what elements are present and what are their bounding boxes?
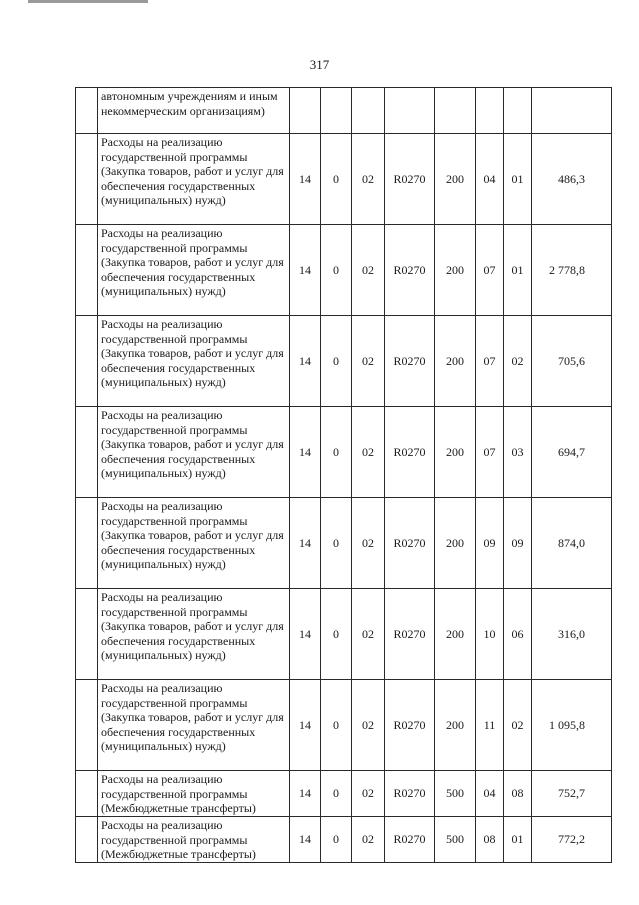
row-number-cell xyxy=(76,589,98,680)
code-cell: 08 xyxy=(476,817,504,863)
row-number-cell xyxy=(76,407,98,498)
description-cell: Расходы на реализацию государственной программы (Закупка товаров, работ и услуг для обеспечения государственных (муниципальных) нужд) xyxy=(98,589,290,680)
code-cell: 07 xyxy=(476,316,504,407)
code-cell: 04 xyxy=(476,134,504,225)
amount-cell: 1 095,8 xyxy=(532,680,612,771)
code-cell: 02 xyxy=(352,316,385,407)
code-cell: 07 xyxy=(476,407,504,498)
row-number-cell xyxy=(76,680,98,771)
page-number: 317 xyxy=(309,57,330,72)
code-cell xyxy=(352,88,385,134)
code-cell: 08 xyxy=(504,771,532,817)
code-cell: 02 xyxy=(352,680,385,771)
code-cell: 09 xyxy=(504,498,532,589)
code-cell: 03 xyxy=(504,407,532,498)
row-number-cell xyxy=(76,134,98,225)
row-number-cell xyxy=(76,771,98,817)
amount-cell: 752,7 xyxy=(532,771,612,817)
table-row xyxy=(76,680,612,771)
code-cell: 200 xyxy=(435,498,476,589)
code-cell: 0 xyxy=(321,680,352,771)
code-cell: 02 xyxy=(352,498,385,589)
amount-cell: 316,0 xyxy=(532,589,612,680)
description-cell: Расходы на реализацию государственной программы (Межбюджетные трансферты) xyxy=(98,817,290,863)
code-cell: 14 xyxy=(290,771,321,817)
code-cell: 11 xyxy=(476,680,504,771)
amount-cell xyxy=(532,88,612,134)
table-row xyxy=(76,498,612,589)
code-cell: 200 xyxy=(435,589,476,680)
code-cell: R0270 xyxy=(385,498,435,589)
budget-table xyxy=(75,87,612,863)
code-cell: R0270 xyxy=(385,680,435,771)
top-rule xyxy=(28,0,148,3)
description-cell: Расходы на реализацию государственной программы (Закупка товаров, работ и услуг для обеспечения государственных (муниципальных) нужд) xyxy=(98,134,290,225)
table-row xyxy=(76,316,612,407)
row-number-cell xyxy=(76,817,98,863)
code-cell: 09 xyxy=(476,498,504,589)
code-cell: 02 xyxy=(352,134,385,225)
amount-cell: 772,2 xyxy=(532,817,612,863)
table-row xyxy=(76,225,612,316)
description-cell: Расходы на реализацию государственной программы (Закупка товаров, работ и услуг для обеспечения государственных (муниципальных) нужд) xyxy=(98,680,290,771)
code-cell: 14 xyxy=(290,316,321,407)
row-number-cell xyxy=(76,88,98,134)
description-cell: Расходы на реализацию государственной программы (Межбюджетные трансферты) xyxy=(98,771,290,817)
description-cell: Расходы на реализацию государственной программы (Закупка товаров, работ и услуг для обеспечения государственных (муниципальных) нужд) xyxy=(98,407,290,498)
table-row xyxy=(76,88,612,134)
code-cell xyxy=(290,88,321,134)
code-cell: 0 xyxy=(321,134,352,225)
amount-cell: 874,0 xyxy=(532,498,612,589)
code-cell: 02 xyxy=(504,316,532,407)
code-cell: 14 xyxy=(290,589,321,680)
code-cell: 200 xyxy=(435,225,476,316)
code-cell: 0 xyxy=(321,407,352,498)
code-cell xyxy=(385,88,435,134)
description-cell: Расходы на реализацию государственной программы (Закупка товаров, работ и услуг для обеспечения государственных (муниципальных) нужд) xyxy=(98,316,290,407)
table-row xyxy=(76,771,612,817)
code-cell: 06 xyxy=(504,589,532,680)
code-cell: 0 xyxy=(321,498,352,589)
code-cell: 500 xyxy=(435,817,476,863)
code-cell: 02 xyxy=(352,589,385,680)
amount-cell: 486,3 xyxy=(532,134,612,225)
code-cell: R0270 xyxy=(385,134,435,225)
code-cell: R0270 xyxy=(385,407,435,498)
code-cell: 0 xyxy=(321,771,352,817)
code-cell: 02 xyxy=(352,407,385,498)
code-cell xyxy=(321,88,352,134)
code-cell: 02 xyxy=(352,817,385,863)
code-cell: 200 xyxy=(435,134,476,225)
description-cell: Расходы на реализацию государственной программы (Закупка товаров, работ и услуг для обеспечения государственных (муниципальных) нужд) xyxy=(98,225,290,316)
amount-cell: 694,7 xyxy=(532,407,612,498)
code-cell: 0 xyxy=(321,817,352,863)
code-cell: 200 xyxy=(435,407,476,498)
row-number-cell xyxy=(76,316,98,407)
code-cell: 0 xyxy=(321,316,352,407)
amount-cell: 705,6 xyxy=(532,316,612,407)
table-row xyxy=(76,407,612,498)
code-cell: 200 xyxy=(435,316,476,407)
code-cell: 14 xyxy=(290,134,321,225)
code-cell: 0 xyxy=(321,589,352,680)
code-cell: 07 xyxy=(476,225,504,316)
code-cell: 01 xyxy=(504,225,532,316)
row-number-cell xyxy=(76,225,98,316)
code-cell: 14 xyxy=(290,225,321,316)
code-cell: 200 xyxy=(435,680,476,771)
code-cell: 02 xyxy=(504,680,532,771)
description-cell: Расходы на реализацию государственной программы (Закупка товаров, работ и услуг для обеспечения государственных (муниципальных) нужд) xyxy=(98,498,290,589)
code-cell: 01 xyxy=(504,817,532,863)
code-cell: 02 xyxy=(352,771,385,817)
code-cell: R0270 xyxy=(385,225,435,316)
code-cell: R0270 xyxy=(385,316,435,407)
code-cell xyxy=(476,88,504,134)
code-cell: 02 xyxy=(352,225,385,316)
amount-cell: 2 778,8 xyxy=(532,225,612,316)
code-cell: R0270 xyxy=(385,817,435,863)
code-cell xyxy=(504,88,532,134)
code-cell: 14 xyxy=(290,498,321,589)
code-cell: 01 xyxy=(504,134,532,225)
code-cell: 10 xyxy=(476,589,504,680)
code-cell: 14 xyxy=(290,680,321,771)
code-cell: R0270 xyxy=(385,771,435,817)
code-cell: 04 xyxy=(476,771,504,817)
description-cell: автономным учреждениям и иным некоммерческим организациям) xyxy=(98,88,290,134)
code-cell xyxy=(435,88,476,134)
code-cell: 0 xyxy=(321,225,352,316)
row-number-cell xyxy=(76,498,98,589)
code-cell: R0270 xyxy=(385,589,435,680)
table-row xyxy=(76,817,612,863)
code-cell: 14 xyxy=(290,817,321,863)
code-cell: 14 xyxy=(290,407,321,498)
table-row xyxy=(76,134,612,225)
table-row xyxy=(76,589,612,680)
code-cell: 500 xyxy=(435,771,476,817)
